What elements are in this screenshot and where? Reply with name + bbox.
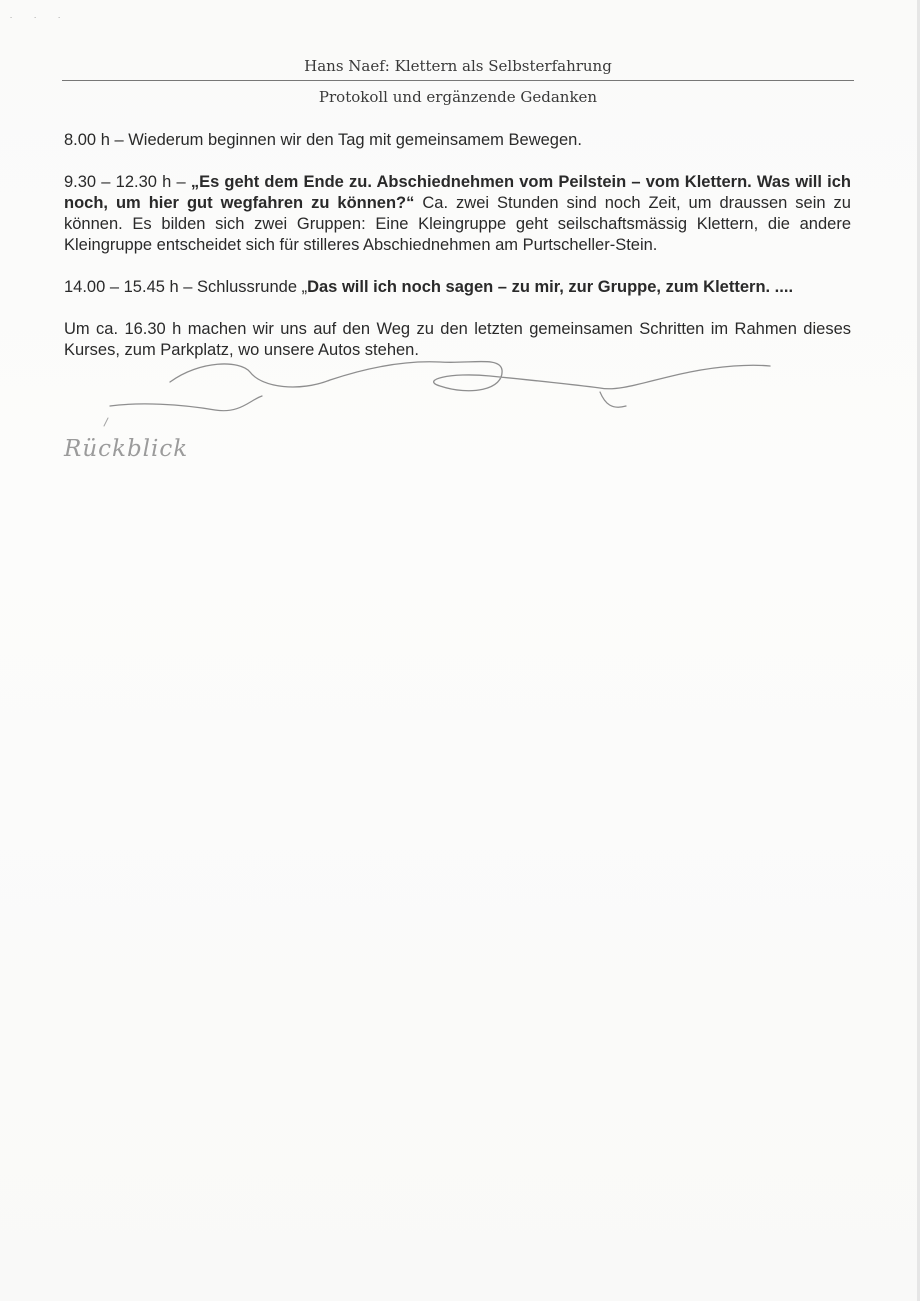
paragraph-2-text: Ca. zwei Stunden sind noch Zeit, um draussen sein zu können. Es bilden sich zwei Gruppen: Eine Kleingruppe geht seilschaftsmässig Klettern, die andere Kleingruppe entscheidet sich für stilleres Abschiednehmen am Purtscheller-Stein. [64,194,851,254]
paragraph-2 [64,172,851,256]
paragraph-2-time: 9.30 – 12.30 h – [64,173,191,191]
paragraph-1 [64,130,851,151]
paragraph-3-time: 14.00 – 15.45 h – Schlussrunde „ [64,278,308,296]
paragraph-1-text: 8.00 h – Wiederum beginnen wir den Tag mit gemeinsamem Bewegen. [64,131,582,149]
margin-marks: - - - [10,14,71,21]
paragraph-3-quote: Das will ich noch sagen – zu mir, zur Gruppe, zum Klettern. .... [307,278,794,296]
paragraph-4 [64,319,851,361]
handwritten-note: Rückblick [64,436,189,462]
page-header [62,55,854,108]
paragraph-3 [64,277,851,298]
pencil-stroke [104,418,108,426]
pencil-stroke [110,392,626,411]
paragraph-2-quote: „Es geht dem Ende zu. Abschiednehmen vom Peilstein – vom Klettern. Was will ich noch, um hier gut wegfahren zu können?“ [64,173,851,212]
header-subtitle: Protokoll und ergänzende Gedanken [318,88,598,106]
document-body [64,130,851,382]
header-title: Hans Naef: Klettern als Selbsterfahrung [304,57,612,75]
paragraph-4-text: Um ca. 16.30 h machen wir uns auf den Weg zu den letzten gemeinsamen Schritten im Rahmen dieses Kurses, zum Parkplatz, wo unsere Autos stehen. [64,320,851,359]
